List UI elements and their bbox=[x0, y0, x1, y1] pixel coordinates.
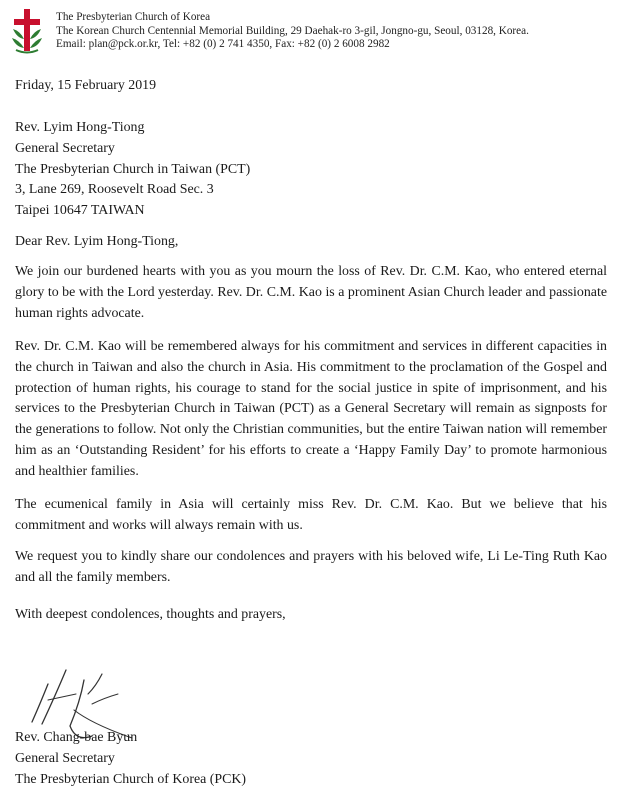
org-name: The Presbyterian Church of Korea bbox=[56, 11, 211, 23]
recipient-address-line2: Taipei 10647 TAIWAN bbox=[15, 203, 145, 219]
recipient-org: The Presbyterian Church in Taiwan (PCT) bbox=[15, 161, 251, 177]
letterhead bbox=[10, 8, 630, 62]
letterhead-text bbox=[56, 11, 529, 52]
salutation: Dear Rev. Lyim Hong-Tiong, bbox=[15, 234, 179, 249]
church-logo-icon bbox=[10, 8, 44, 54]
letter-date: Friday, 15 February 2019 bbox=[15, 78, 157, 93]
org-contact: Email: plan@pck.or.kr, Tel: +82 (0) 2 741 4350, Fax: +82 (0) 2 6008 2982 bbox=[56, 38, 390, 51]
body-paragraph-3: The ecumenical family in Asia will certainly miss Rev. Dr. C.M. Kao. But we believe that his commitment and works will always remain with us. bbox=[15, 497, 607, 533]
org-address: The Korean Church Centennial Memorial Building, 29 Daehak-ro 3-gil, Jongno-gu, Seoul, 03128, Korea. bbox=[56, 24, 529, 37]
body-paragraph-1: We join our burdened hearts with you as you mourn the loss of Rev. Dr. C.M. Kao, who entered eternal glory to be with the Lord yesterday. Rev. Dr. C.M. Kao is a prominent Asian Church leader and passionate human rights advocate. bbox=[15, 264, 607, 321]
sender-name: Rev. Chang-bae Byun bbox=[15, 730, 138, 745]
body-paragraph-4: We request you to kindly share our condolences and prayers with his beloved wife, Li Le-Ting Ruth Kao and all the family members. bbox=[15, 549, 607, 585]
closing: With deepest condolences, thoughts and prayers, bbox=[15, 607, 286, 622]
recipient-address-line1: 3, Lane 269, Roosevelt Road Sec. 3 bbox=[15, 182, 214, 198]
recipient-name: Rev. Lyim Hong-Tiong bbox=[15, 120, 145, 135]
sender-org: The Presbyterian Church of Korea (PCK) bbox=[15, 771, 247, 787]
sender-title: General Secretary bbox=[15, 750, 115, 766]
body-paragraph-2: Rev. Dr. C.M. Kao will be remembered always for his commitment and services in different capacities in the church in Taiwan and also the church in Asia. His commitment to the proclamation of the Gospel and protection of human rights, his courage to stand for the social justice in spite of imprisonment, and his services to the Presbyterian Church in Taiwan (PCT) as a General Secretary will remain as signposts for the generations to follow. Not only the Christian communities, but the entire Taiwan nation will remember him as an ‘Outstanding Resident’ for his efforts to create a ‘Happy Family Day’ to promote harmonious and healthier families. bbox=[15, 339, 607, 479]
recipient-title: General Secretary bbox=[15, 140, 115, 156]
